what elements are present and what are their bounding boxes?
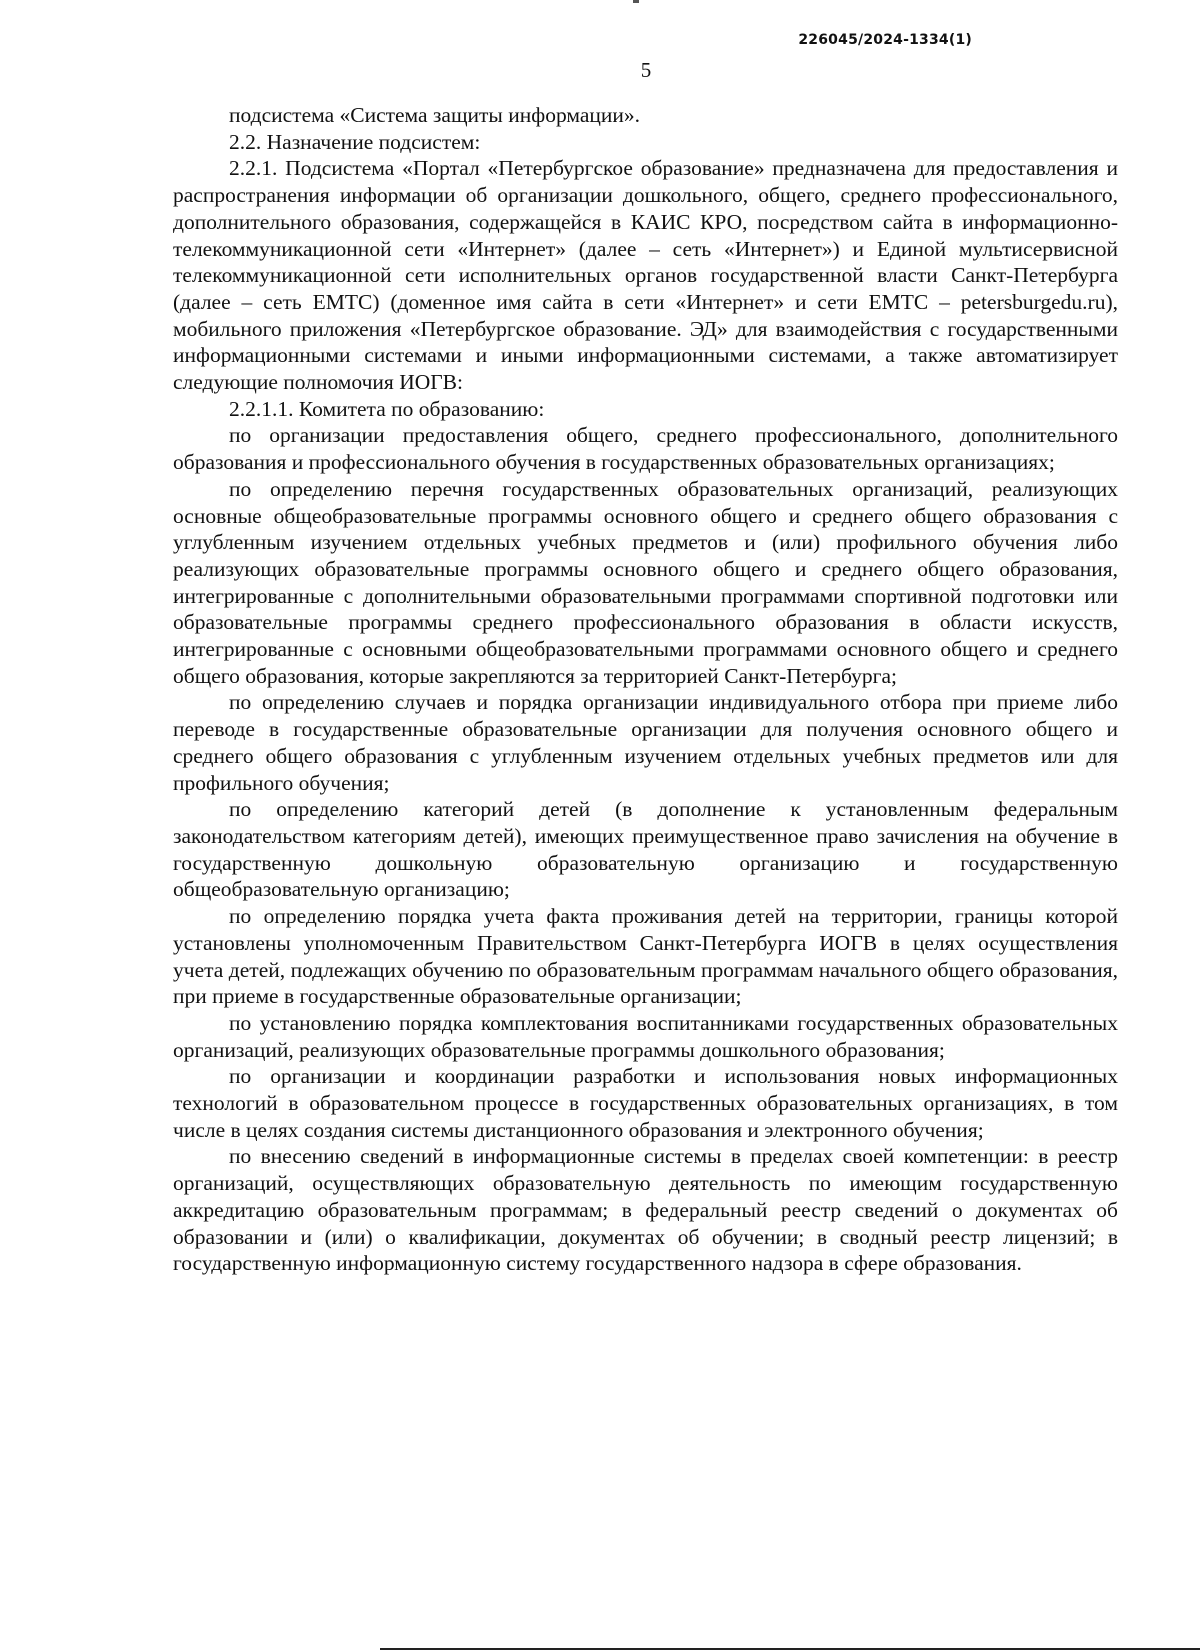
- paragraph: по установлению порядка комплектования воспитанниками государственных образовательных организаций, реализующих образовательные программы дошкольного образования;: [173, 1010, 1118, 1062]
- paragraph: по организации и координации разработки и использования новых информационных технологий в образовательном процессе в государственных образовательных организациях, в том числе в целях создания системы дистанционного образования и электронного обучения;: [173, 1064, 1118, 1142]
- paragraph: подсистема «Система защиты информации».: [229, 103, 641, 127]
- paragraph: по организации предоставления общего, среднего профессионального, дополнительного образования и профессионального обучения в государственных образовательных организациях;: [173, 423, 1118, 475]
- paragraph: по определению порядка учета факта проживания детей на территории, границы которой установлены уполномоченным Правительством Санкт-Петербурга ИОГВ в целях осуществления учета детей, подлежащих обучению по образовательным программам начального общего образования, при приеме в государственные образовательные организации;: [173, 904, 1118, 1009]
- document-body: [173, 102, 1118, 1277]
- document-id: 226045/2024-1334(1): [798, 32, 972, 48]
- scan-mark: [633, 0, 639, 3]
- paragraph: 2.2.1. Подсистема «Портал «Петербургское образование» предназначена для предоставления и распространения информации об организации дошкольного, общего, среднего профессионального, дополнительного образования, содержащейся в КАИС КРО, посредством сайта в информационно-телекоммуникационной сети «Интернет» (далее – сеть «Интернет») и Единой мультисервисной телекоммуникационной сети исполнительных органов государственной власти Санкт-Петербурга (далее – сеть ЕМТС) (доменное имя сайта в сети «Интернет» и сети ЕМТС – petersburgedu.ru), мобильного приложения «Петербургское образование. ЭД» для взаимодействия с государственными информационными системами и иными информационными системами, а также автоматизирует следующие полномочия ИОГВ:: [173, 156, 1118, 395]
- page-number: 5: [640, 58, 652, 82]
- paragraph: 2.2. Назначение подсистем:: [229, 129, 481, 154]
- paragraph: по внесению сведений в информационные системы в пределах своей компетенции: в реестр организаций, осуществляющих образовательную деятельность по имеющим государственную аккредитацию образовательным программам; в федеральный реестр сведений о документах об образовании и (или) о квалификации, документах об обучении; в сводный реестр лицензий; в государственную информационную систему государственного надзора в сфере образования.: [173, 1144, 1118, 1276]
- paragraph: по определению случаев и порядка организации индивидуального отбора при приеме либо переводе в государственные образовательные организации для получения основного общего и среднего общего образования с углубленным изучением отдельных учебных предметов или для профильного обучения;: [173, 690, 1118, 795]
- paragraph: 2.2.1.1. Комитета по образованию:: [229, 396, 545, 421]
- page-bottom-rule: [380, 1648, 1200, 1650]
- paragraph: по определению перечня государственных образовательных организаций, реализующих основные общеобразовательные программы основного общего и среднего общего образования с углубленным изучением отдельных учебных предметов и (или) профильного обучения либо реализующих образовательные программы основного общего и среднего общего образования, интегрированные с дополнительными образовательными программами спортивной подготовки или образовательные программы среднего профессионального образования в области искусств, интегрированные с основными общеобразовательными программами основного общего и среднего общего образования, которые закрепляются за территорией Санкт-Петербурга;: [173, 476, 1118, 688]
- paragraph: по определению категорий детей (в дополнение к установленным федеральным законодательством категориям детей), имеющих преимущественное право зачисления на обучение в государственную дошкольную образовательную организацию и государственную общеобразовательную организацию;: [173, 797, 1118, 902]
